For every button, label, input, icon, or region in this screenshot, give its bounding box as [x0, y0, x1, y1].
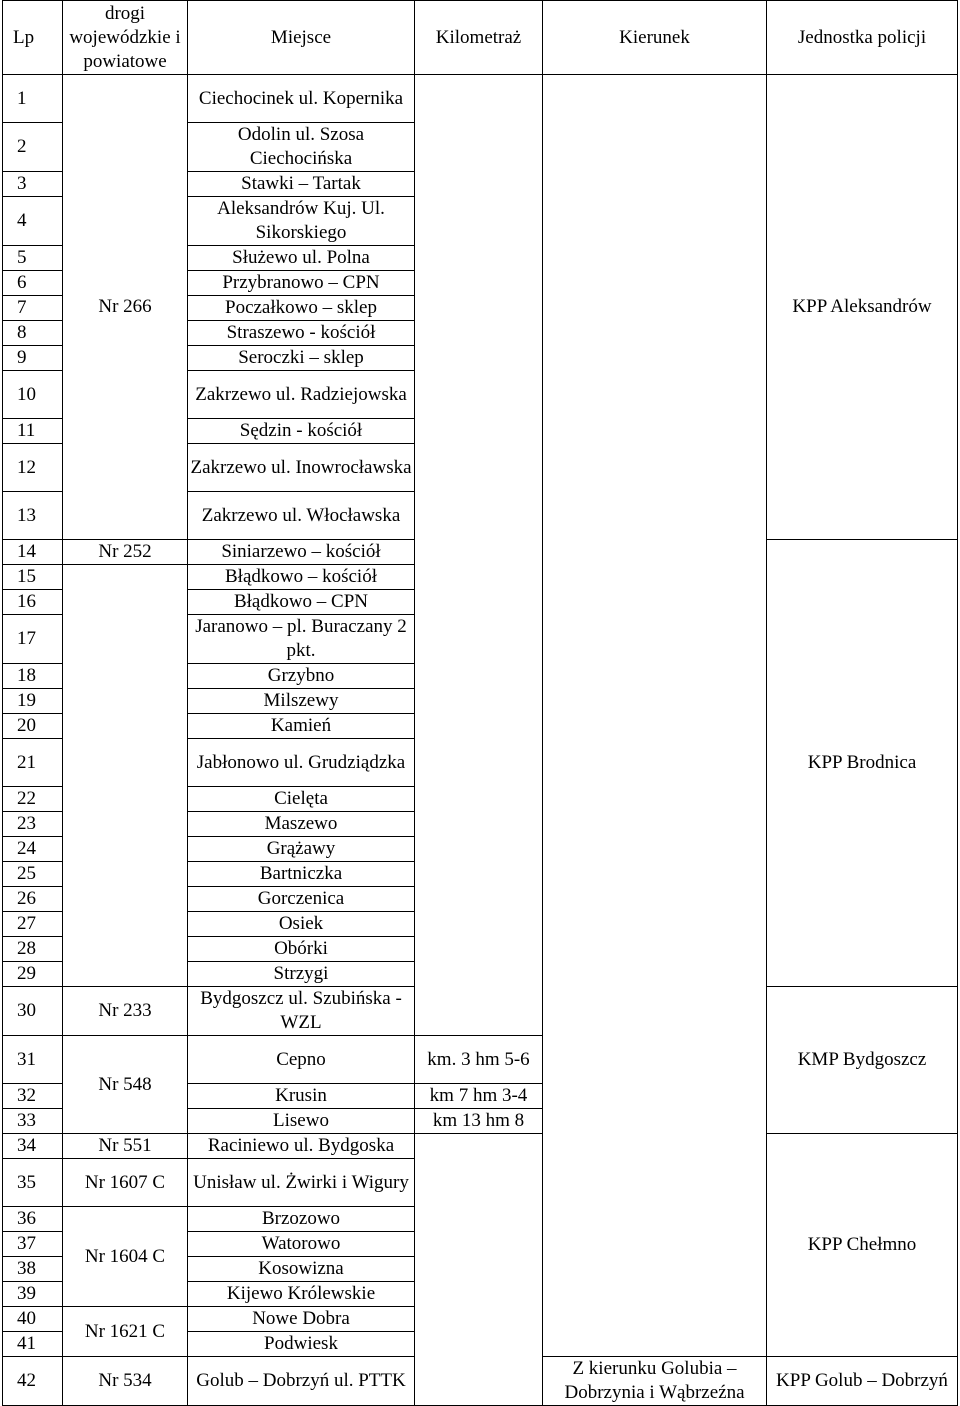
place-cell: Cielęta	[188, 787, 415, 812]
lp-cell: 3	[3, 172, 63, 197]
lp-cell: 16	[3, 590, 63, 615]
place-cell: Zakrzewo ul. Inowrocławska	[188, 444, 415, 492]
police-cell: KPP Aleksandrów	[767, 75, 958, 540]
header-place: Miejsce	[188, 1, 415, 75]
place-cell: Watorowo	[188, 1232, 415, 1257]
lp-cell: 34	[3, 1134, 63, 1159]
lp-cell: 26	[3, 887, 63, 912]
road-cell: Nr 1604 C	[63, 1207, 188, 1307]
lp-cell: 38	[3, 1257, 63, 1282]
lp-cell: 21	[3, 739, 63, 787]
lp-cell: 13	[3, 492, 63, 540]
lp-cell: 39	[3, 1282, 63, 1307]
lp-cell: 6	[3, 271, 63, 296]
lp-cell: 35	[3, 1159, 63, 1207]
lp-cell: 22	[3, 787, 63, 812]
place-cell: Siniarzewo – kościół	[188, 540, 415, 565]
header-row	[3, 1, 958, 75]
km-cell	[415, 1134, 543, 1406]
km-cell: km 13 hm 8	[415, 1109, 543, 1134]
table-row	[3, 1134, 958, 1159]
police-cell: KMP Bydgoszcz	[767, 987, 958, 1134]
place-cell: Jabłonowo ul. Grudziądzka	[188, 739, 415, 787]
lp-cell: 17	[3, 615, 63, 664]
place-cell: Lisewo	[188, 1109, 415, 1134]
road-cell	[63, 565, 188, 987]
km-cell: km 7 hm 3-4	[415, 1084, 543, 1109]
lp-cell: 18	[3, 664, 63, 689]
lp-cell: 25	[3, 862, 63, 887]
place-cell: Seroczki – sklep	[188, 346, 415, 371]
lp-cell: 27	[3, 912, 63, 937]
road-cell: Nr 551	[63, 1134, 188, 1159]
place-cell: Nowe Dobra	[188, 1307, 415, 1332]
lp-cell: 1	[3, 75, 63, 123]
place-cell: Ciechocinek ul. Kopernika	[188, 75, 415, 123]
lp-cell: 10	[3, 371, 63, 419]
place-cell: Krusin	[188, 1084, 415, 1109]
road-cell: Nr 1607 C	[63, 1159, 188, 1207]
lp-cell: 30	[3, 987, 63, 1036]
lp-cell: 19	[3, 689, 63, 714]
road-cell: Nr 548	[63, 1036, 188, 1134]
km-cell	[415, 75, 543, 1036]
place-cell: Odolin ul. Szosa Ciechocińska	[188, 123, 415, 172]
place-cell: Błądkowo – CPN	[188, 590, 415, 615]
lp-cell: 7	[3, 296, 63, 321]
place-cell: Straszewo - kościół	[188, 321, 415, 346]
place-cell: Błądkowo – kościół	[188, 565, 415, 590]
place-cell: Kijewo Królewskie	[188, 1282, 415, 1307]
place-cell: Bartniczka	[188, 862, 415, 887]
road-cell: Nr 1621 C	[63, 1307, 188, 1357]
place-cell: Sędzin - kościół	[188, 419, 415, 444]
lp-cell: 20	[3, 714, 63, 739]
place-cell: Osiek	[188, 912, 415, 937]
place-cell: Maszewo	[188, 812, 415, 837]
lp-cell: 9	[3, 346, 63, 371]
km-cell: km. 3 hm 5-6	[415, 1036, 543, 1084]
table-row	[3, 75, 958, 123]
place-cell: Grążawy	[188, 837, 415, 862]
place-cell: Grzybno	[188, 664, 415, 689]
lp-cell: 31	[3, 1036, 63, 1084]
police-cell: KPP Brodnica	[767, 540, 958, 987]
lp-cell: 5	[3, 246, 63, 271]
header-roads: drogi wojewódzkie i powiatowe	[63, 1, 188, 75]
place-cell: Kamień	[188, 714, 415, 739]
lp-cell: 23	[3, 812, 63, 837]
place-cell: Jaranowo – pl. Buraczany 2 pkt.	[188, 615, 415, 664]
lp-cell: 24	[3, 837, 63, 862]
lp-cell: 41	[3, 1332, 63, 1357]
header-police: Jednostka policji	[767, 1, 958, 75]
road-cell: Nr 266	[63, 75, 188, 540]
lp-cell: 4	[3, 197, 63, 246]
lp-cell: 29	[3, 962, 63, 987]
place-cell: Poczałkowo – sklep	[188, 296, 415, 321]
place-cell: Gorczenica	[188, 887, 415, 912]
header-direction: Kierunek	[543, 1, 767, 75]
place-cell: Golub – Dobrzyń ul. PTTK	[188, 1357, 415, 1406]
place-cell: Zakrzewo ul. Radziejowska	[188, 371, 415, 419]
place-cell: Strzygi	[188, 962, 415, 987]
lp-cell: 36	[3, 1207, 63, 1232]
lp-cell: 32	[3, 1084, 63, 1109]
direction-cell	[543, 75, 767, 1357]
checkpoint-table	[2, 0, 958, 1406]
place-cell: Unisław ul. Żwirki i Wigury	[188, 1159, 415, 1207]
place-cell: Cepno	[188, 1036, 415, 1084]
lp-cell: 37	[3, 1232, 63, 1257]
lp-cell: 12	[3, 444, 63, 492]
lp-cell: 40	[3, 1307, 63, 1332]
police-cell: KPP Chełmno	[767, 1134, 958, 1357]
place-cell: Podwiesk	[188, 1332, 415, 1357]
lp-cell: 8	[3, 321, 63, 346]
place-cell: Stawki – Tartak	[188, 172, 415, 197]
lp-cell: 11	[3, 419, 63, 444]
road-cell: Nr 534	[63, 1357, 188, 1406]
lp-cell: 14	[3, 540, 63, 565]
police-cell: KPP Golub – Dobrzyń	[767, 1357, 958, 1406]
lp-cell: 28	[3, 937, 63, 962]
place-cell: Bydgoszcz ul. Szubińska - WZL	[188, 987, 415, 1036]
place-cell: Przybranowo – CPN	[188, 271, 415, 296]
place-cell: Raciniewo ul. Bydgoska	[188, 1134, 415, 1159]
place-cell: Zakrzewo ul. Włocławska	[188, 492, 415, 540]
lp-cell: 2	[3, 123, 63, 172]
road-cell: Nr 233	[63, 987, 188, 1036]
lp-cell: 33	[3, 1109, 63, 1134]
place-cell: Kosowizna	[188, 1257, 415, 1282]
place-cell: Obórki	[188, 937, 415, 962]
place-cell: Brzozowo	[188, 1207, 415, 1232]
place-cell: Aleksandrów Kuj. Ul. Sikorskiego	[188, 197, 415, 246]
header-km: Kilometraż	[415, 1, 543, 75]
place-cell: Milszewy	[188, 689, 415, 714]
lp-cell: 15	[3, 565, 63, 590]
direction-cell: Z kierunku Golubia – Dobrzynia i Wąbrzeźna	[543, 1357, 767, 1406]
header-lp: Lp	[3, 1, 63, 75]
lp-cell: 42	[3, 1357, 63, 1406]
place-cell: Służewo ul. Polna	[188, 246, 415, 271]
road-cell: Nr 252	[63, 540, 188, 565]
